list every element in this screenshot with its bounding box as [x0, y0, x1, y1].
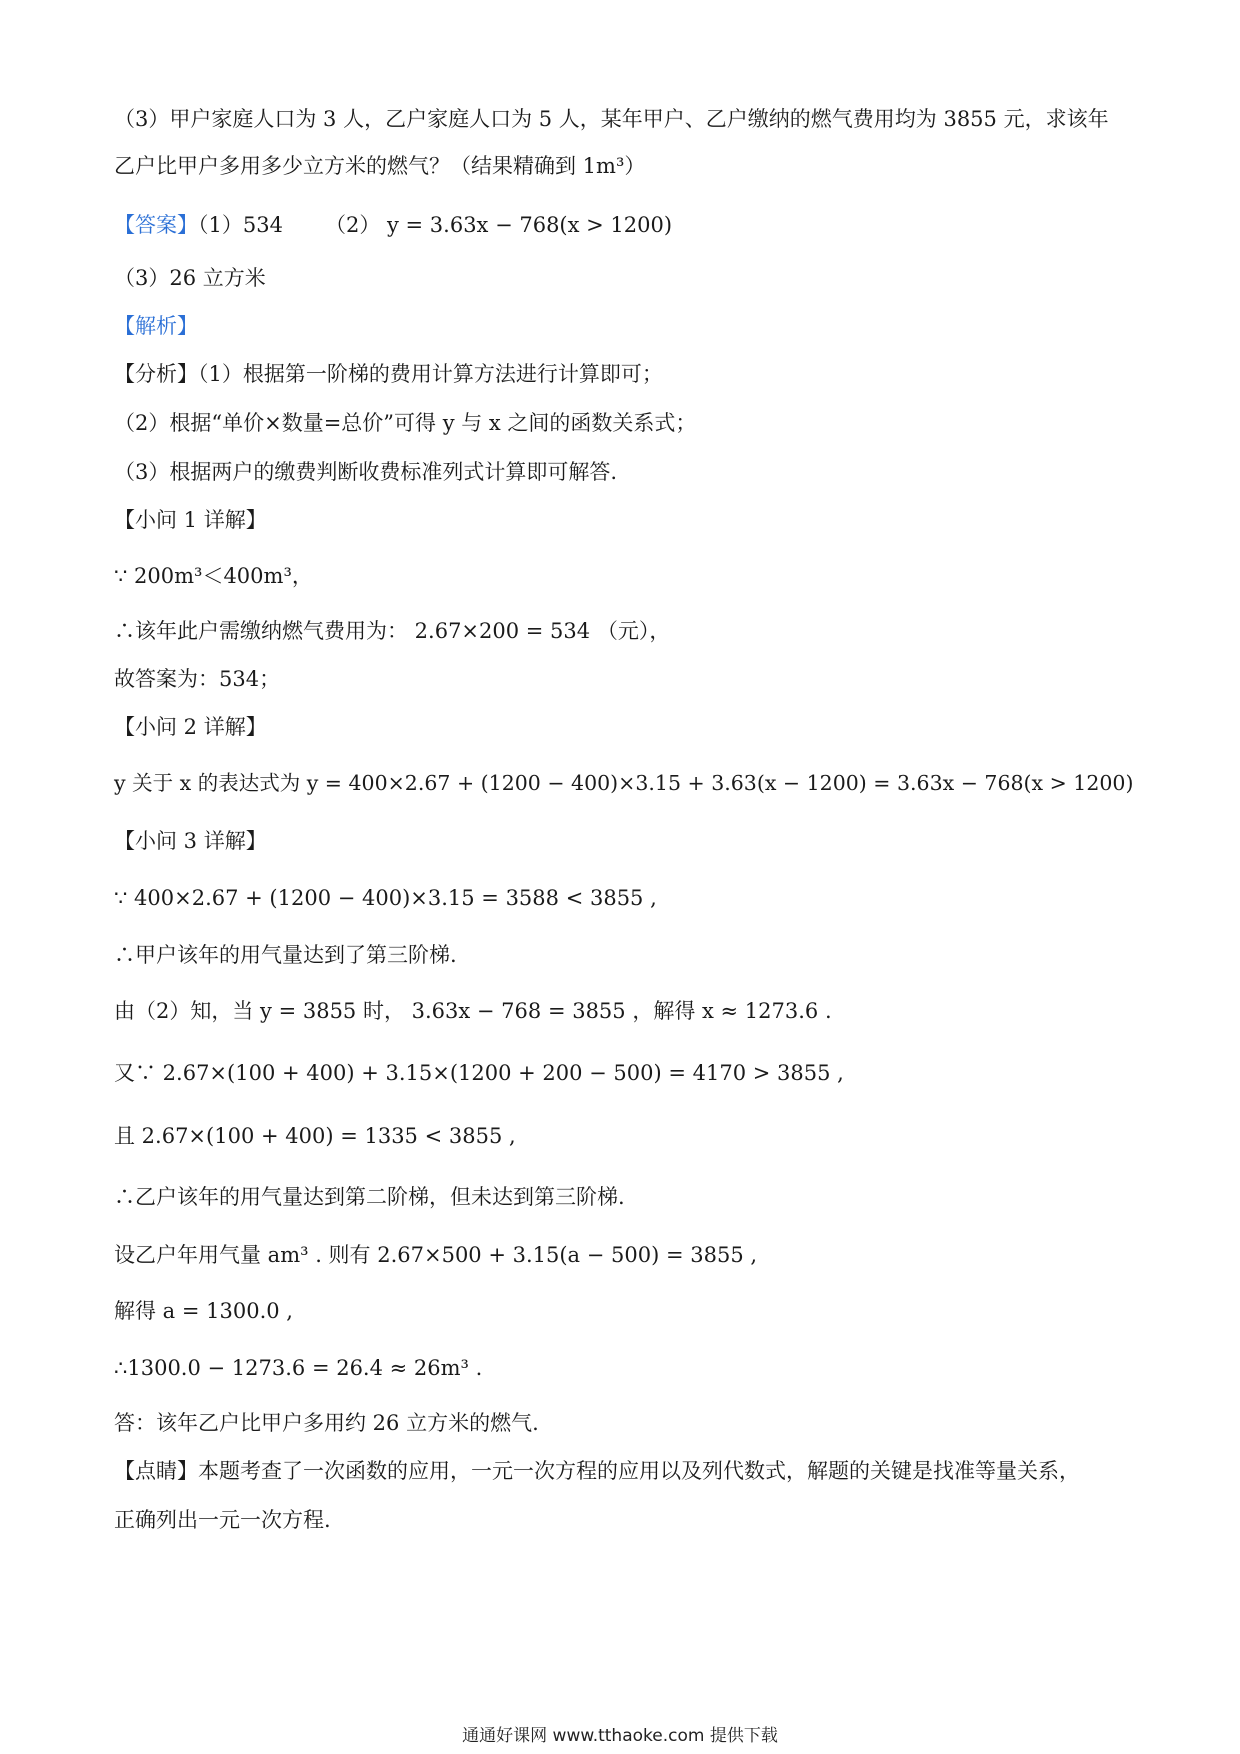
q3-line-1: ∵ 400×2.67 + (1200 − 400)×3.15 = 3588 < 3855 , [114, 886, 657, 910]
analysis-line-1: 【分析】（1）根据第一阶梯的费用计算方法进行计算即可； [114, 362, 663, 386]
q1-heading: 【小问 1 详解】 [114, 508, 267, 532]
analysis-line-3: （3）根据两户的缴费判断收费标准列式计算即可解答. [114, 460, 618, 484]
problem-line-2: 乙户比甲户多用多少立方米的燃气？（结果精确到 1m³） [114, 154, 646, 178]
comment-line-1: 【点睛】本题考查了一次函数的应用，一元一次方程的应用以及列代数式，解题的关键是找准等量关系， [114, 1459, 1080, 1483]
q1-line-3: 故答案为：534； [114, 667, 281, 691]
q3-line-10: 答：该年乙户比甲户多用约 26 立方米的燃气. [114, 1411, 539, 1435]
analysis-line-2: （2）根据“单价×数量=总价”可得 y 与 x 之间的函数关系式； [114, 411, 697, 435]
q3-line-6: ∴乙户该年的用气量达到第二阶梯，但未达到第三阶梯. [114, 1185, 625, 1209]
q2-heading: 【小问 2 详解】 [114, 715, 267, 739]
q3-line-4: 又∵ 2.67×(100 + 400) + 3.15×(1200 + 200 − 500) = 4170 > 3855 , [114, 1061, 844, 1085]
q3-line-5: 且 2.67×(100 + 400) = 1335 < 3855 , [114, 1124, 516, 1148]
answer-part-1: （1）534 [198, 213, 283, 237]
answer-part-2: （2） y = 3.63x − 768(x > 1200) [324, 213, 673, 237]
q1-line-1: ∵ 200m³＜400m³， [114, 564, 313, 588]
q3-line-2: ∴甲户该年的用气量达到了第三阶梯. [114, 943, 457, 967]
q1-line-2: ∴该年此户需缴纳燃气费用为： 2.67×200 = 534 （元）， [114, 619, 671, 643]
footer-watermark: 通通好课网 www.tthaoke.com 提供下载 [462, 1726, 778, 1746]
q3-heading: 【小问 3 详解】 [114, 829, 267, 853]
analysis-tag: 【解析】 [114, 314, 198, 338]
problem-line-1: （3）甲户家庭人口为 3 人，乙户家庭人口为 5 人，某年甲户、乙户缴纳的燃气费用均为 3855 元，求该年 [114, 107, 1109, 131]
q3-line-3: 由（2）知，当 y = 3855 时， 3.63x − 768 = 3855 ，解得 x ≈ 1273.6 . [114, 999, 832, 1023]
q3-line-9: ∴1300.0 − 1273.6 = 26.4 ≈ 26m³ . [114, 1356, 483, 1380]
comment-line-2: 正确列出一元一次方程. [114, 1508, 331, 1532]
answer-tag: 【答案】 [114, 213, 198, 237]
q2-line-1: y 关于 x 的表达式为 y = 400×2.67 + (1200 − 400)×3.15 + 3.63(x − 1200) = 3.63x − 768(x > 1200) [114, 771, 1134, 795]
answer-part-3: （3）26 立方米 [114, 266, 266, 290]
q3-line-7: 设乙户年用气量 am³ . 则有 2.67×500 + 3.15(a − 500) = 3855 , [114, 1243, 758, 1267]
q3-line-8: 解得 a = 1300.0 , [114, 1299, 293, 1323]
answer-line [114, 210, 1124, 240]
